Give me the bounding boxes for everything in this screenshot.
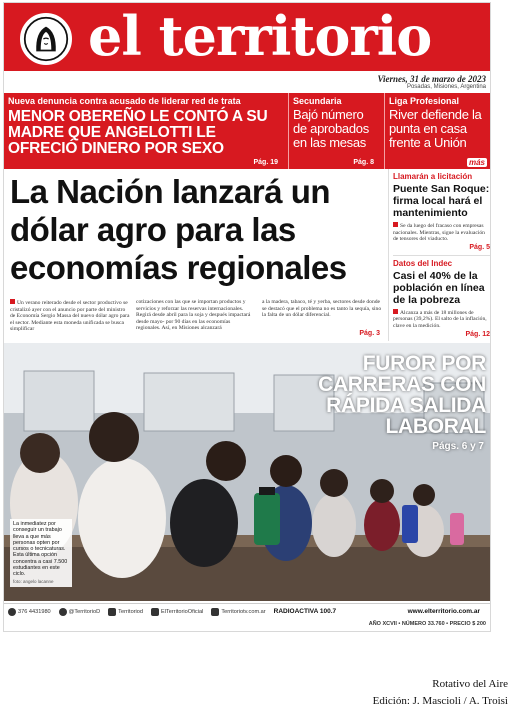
liga-headline: River defiende la punta en casa frente a Unión (389, 107, 482, 150)
side-kicker: Datos del Indec (393, 258, 453, 268)
credits-line-2: Edición: J. Mascioli / A. Troisi (372, 695, 508, 707)
footer-twitter[interactable] (59, 608, 100, 616)
instagram-text: ElTerritorioOficial (161, 608, 204, 615)
footer-bar (4, 603, 491, 619)
side-kicker: Llamarán a licitación (393, 172, 473, 181)
main-body-col-2: cotizaciones con las que se importan productos y servicios y reforzar las reservas internacionales. Regirá desde abril para la soja y después impactará desde mayo- por 90 días en las economías regionales. Así, en Misiones alcanzará (136, 299, 251, 332)
main-body-col-3: a la madera, tabaco, té y yerba, sectores desde donde se destacó que el problema no es tanto la sequía, sino la falta de un dólar diferencial. (262, 299, 382, 319)
top-story-secundaria[interactable] (288, 93, 380, 169)
tv-text: Territoriotv.com.ar (221, 608, 266, 615)
main-body-text-1: Un verano reiterado desde el sector productivo se cristalizó ayer con el anuncio por parte del ministro de Economía Sergio Massa del nuevo dólar agro para el sector. Mediante esta moneda unificada se busca simplificar (10, 300, 130, 333)
secundaria-page: Pág. 8 (353, 159, 374, 166)
whatsapp-icon (8, 608, 16, 616)
phone-text: 376 4431980 (18, 608, 51, 615)
side-story-puente[interactable] (393, 172, 490, 251)
logo-emblem-icon (20, 13, 72, 65)
edition-line: AÑO XCVII • NÚMERO 33.760 • PRECIO $ 200 (368, 621, 486, 627)
side-body (393, 309, 490, 330)
tv-icon (211, 608, 219, 616)
side-body (393, 222, 490, 243)
photo-credit: foto: angelo lacanne (13, 578, 54, 584)
bullet-icon (393, 222, 398, 227)
credits-line-1: Rotativo del Aire (432, 678, 508, 690)
facebook-icon (108, 608, 116, 616)
top-band (4, 93, 491, 169)
side-story-indec[interactable] (393, 259, 490, 338)
liga-kicker: Liga Profesional (389, 96, 460, 106)
credits (373, 676, 508, 710)
newspaper-cover (3, 2, 491, 632)
secundaria-kicker: Secundaria (293, 96, 342, 106)
divider (393, 255, 490, 256)
top-story-kicker: Nueva denuncia contra acusado de liderar red de trata (8, 96, 241, 106)
issue-date: Viernes, 31 de marzo de 2023 (377, 74, 486, 84)
main-story[interactable] (4, 169, 384, 341)
top-story-page: Pág. 19 (253, 159, 278, 166)
main-headline: La Nación lanzará un dólar agro para las economías regionales (10, 173, 347, 286)
photo-headline: FUROR POR CARRERAS CON RÁPIDA SALIDA LABORAL (318, 352, 486, 438)
side-page: Pág. 12 (465, 330, 490, 338)
facebook-text: Territoriod (118, 608, 144, 615)
twitter-text: @TerritorioD (68, 608, 101, 615)
footer-site[interactable]: www.elterritorio.com.ar (407, 608, 480, 615)
footer-radio[interactable]: RADIOACTIVA 100.7 (273, 608, 337, 615)
cover-photo[interactable] (4, 343, 491, 601)
top-story-liga[interactable] (384, 93, 490, 169)
footer-tv[interactable] (211, 608, 265, 616)
main-body-col-1 (10, 299, 130, 339)
photo-caption-text: La inmediatez por conseguir un trabajo lleva a que más personas opten por cursos o tecnicaturas. Esta última opción concentra a casi 7.500 estudiantes en este ciclo. (13, 521, 68, 578)
photo-caption (10, 519, 72, 587)
footer-instagram[interactable] (151, 608, 203, 616)
photo-pages: Págs. 6 y 7 (432, 441, 484, 452)
bullet-icon (393, 309, 398, 314)
masthead (4, 3, 491, 71)
side-title: Puente San Roque: firma local hará el mantenimiento (393, 183, 490, 219)
secundaria-headline: Bajó número de aprobados en las mesas (293, 107, 369, 150)
dateline (4, 71, 491, 93)
top-story-trata[interactable] (8, 93, 284, 169)
side-body-text: Alcanza a más de 18 millones de personas (39,2%). El salto de la inflación, clave en la medición. (393, 309, 487, 329)
main-body (10, 299, 382, 339)
brand-name: el territorio (88, 4, 432, 68)
footer-phone[interactable] (8, 608, 51, 616)
issue-place: Posadas, Misiones, Argentina (406, 84, 486, 90)
instagram-icon (151, 608, 159, 616)
twitter-icon (59, 608, 67, 616)
side-title: Casi el 40% de la población en línea de la pobreza (393, 269, 485, 306)
top-story-headline: MENOR OBEREÑO LE CONTÓ A SU MADRE QUE ANGELOTTI LE OFRECIÓ DINERO POR SEXO (8, 108, 268, 157)
footer-facebook[interactable] (108, 608, 143, 616)
side-page: Pág. 5 (469, 243, 490, 251)
mas-badge: más (468, 158, 485, 167)
bullet-icon (10, 299, 15, 304)
main-story-page: Pág. 3 (359, 330, 380, 337)
side-body-text: Se da luego del fracaso con empresas nacionales. Mientras, sigue la evaluación de tensores del viaducto. (393, 223, 485, 243)
side-column (388, 169, 490, 341)
